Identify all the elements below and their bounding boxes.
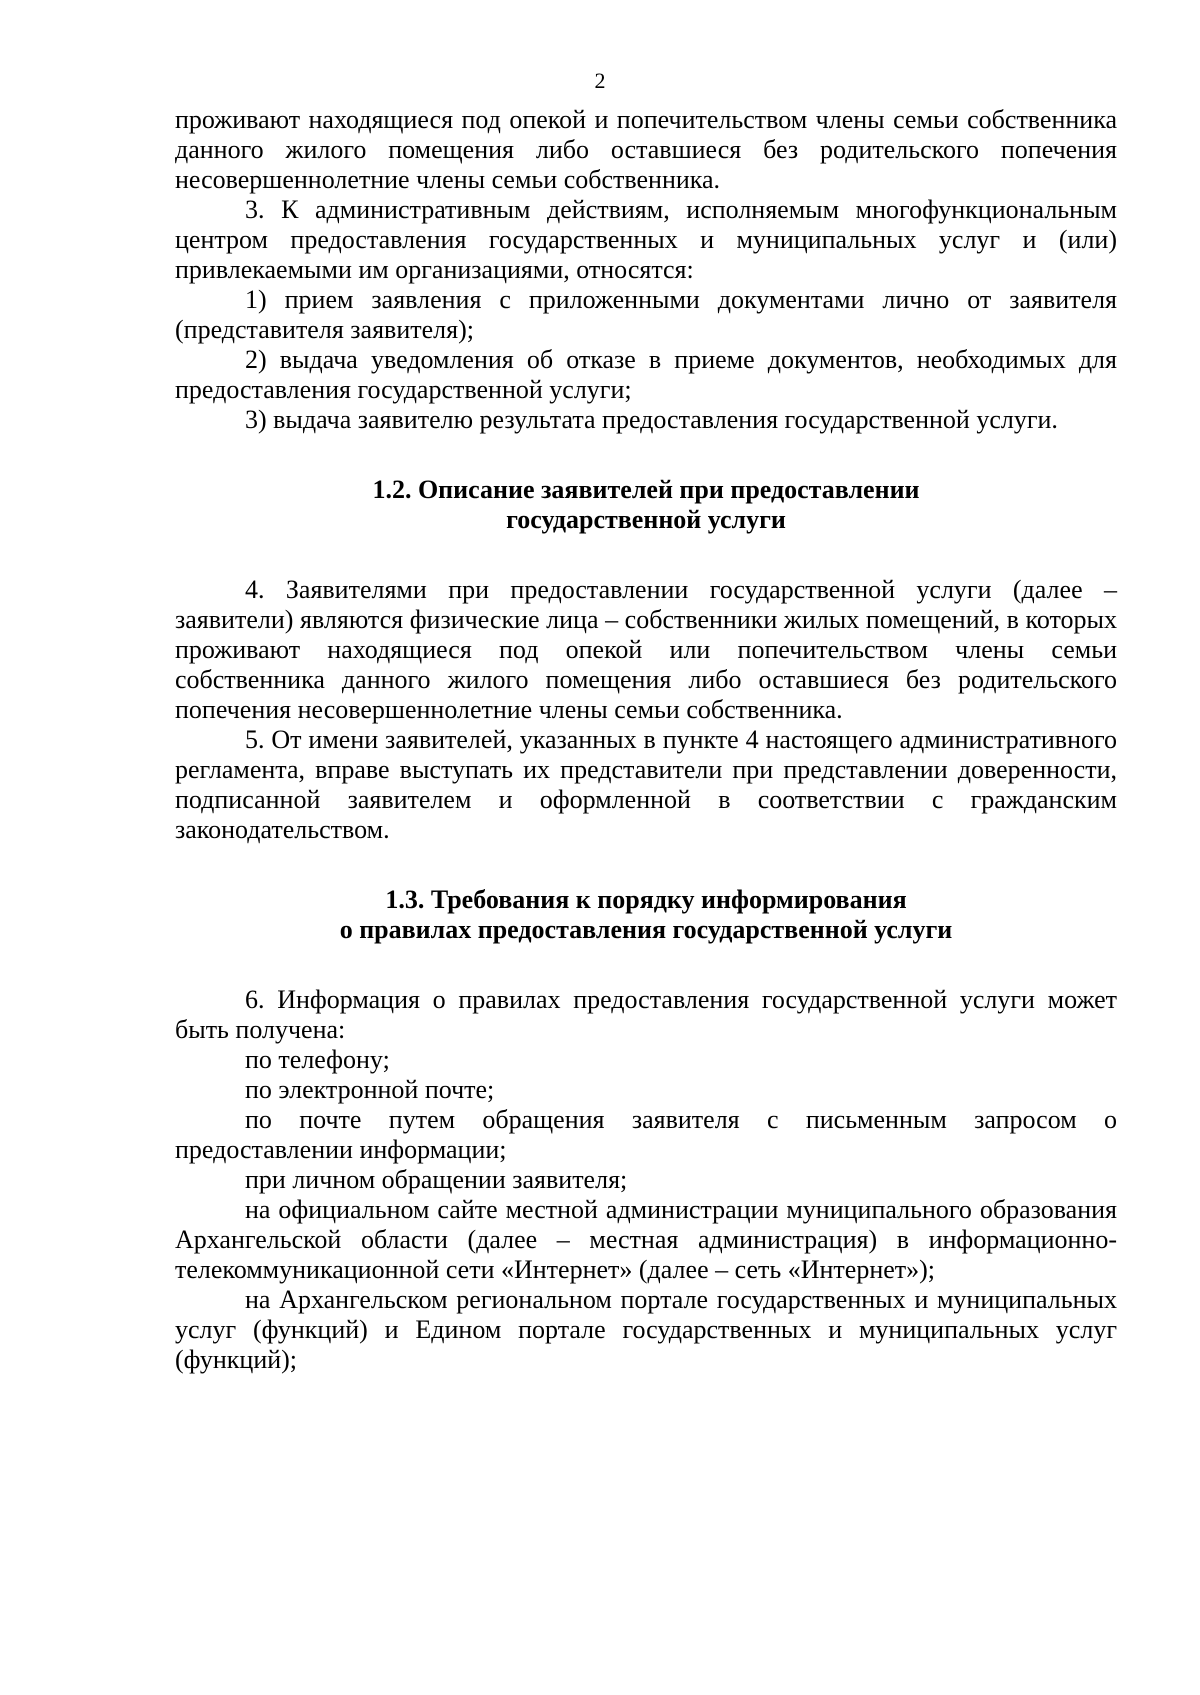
paragraph-item-4: 4. Заявителями при предоставлении государственной услуги (далее – заявители) являются физические лица – собственники жилых помещений, в которых проживают находящиеся под опекой или попечительством члены семьи собственника данного жилого помещения либо оставшиеся без родительского попечения несовершеннолетние члены семьи собственника. bbox=[175, 575, 1117, 724]
paragraph-item-5: 5. От имени заявителей, указанных в пункте 4 настоящего административного регламента, вправе выступать их представители при представлении доверенности, подписанной заявителем и оформленной в соответствии с гражданским законодательством. bbox=[175, 725, 1117, 844]
info-channel-mail: по почте путем обращения заявителя с письменным запросом о предоставлении информации; bbox=[175, 1105, 1117, 1164]
paragraph-item-3: 3. К административным действиям, исполняемым многофункциональным центром предоставления государственных и муниципальных услуг и (или) привлекаемыми им организациями, относятся: bbox=[175, 195, 1117, 284]
info-channel-website: на официальном сайте местной администрации муниципального образования Архангельской области (далее – местная администрация) в информационно-телекоммуникационной сети «Интернет» (далее – сеть «Интернет»); bbox=[175, 1195, 1117, 1284]
paragraph-item-6: 6. Информация о правилах предоставления государственной услуги может быть получена: bbox=[175, 985, 1117, 1044]
page-number: 2 bbox=[594, 68, 606, 93]
section-title-line-1: 1.3. Требования к порядку информирования bbox=[385, 885, 907, 914]
list-item-1: 1) прием заявления с приложенными документами лично от заявителя (представителя заявителя); bbox=[175, 285, 1117, 344]
section-title-line-1: 1.2. Описание заявителей при предоставлении bbox=[372, 475, 920, 504]
info-channel-phone: по телефону; bbox=[245, 1045, 390, 1074]
info-channel-in-person: при личном обращении заявителя; bbox=[245, 1165, 628, 1194]
section-heading-1-3 bbox=[175, 885, 1117, 945]
section-title-line-2: о правилах предоставления государственной услуги bbox=[339, 915, 953, 944]
paragraph-continuation: проживают находящиеся под опекой и попечительством члены семьи собственника данного жилого помещения либо оставшиеся без родительского попечения несовершеннолетние члены семьи собственника. bbox=[175, 105, 1117, 194]
info-channel-email: по электронной почте; bbox=[245, 1075, 495, 1104]
info-channel-portals: на Архангельском региональном портале государственных и муниципальных услуг (функций) и Едином портале государственных и муниципальных услуг (функций); bbox=[175, 1285, 1117, 1374]
section-title-line-2: государственной услуги bbox=[506, 505, 786, 534]
list-item-2: 2) выдача уведомления об отказе в приеме документов, необходимых для предоставления государственной услуги; bbox=[175, 345, 1117, 404]
list-item-3: 3) выдача заявителю результата предоставления государственной услуги. bbox=[245, 405, 1058, 434]
section-heading-1-2 bbox=[175, 475, 1117, 535]
document-body bbox=[175, 105, 1117, 1375]
